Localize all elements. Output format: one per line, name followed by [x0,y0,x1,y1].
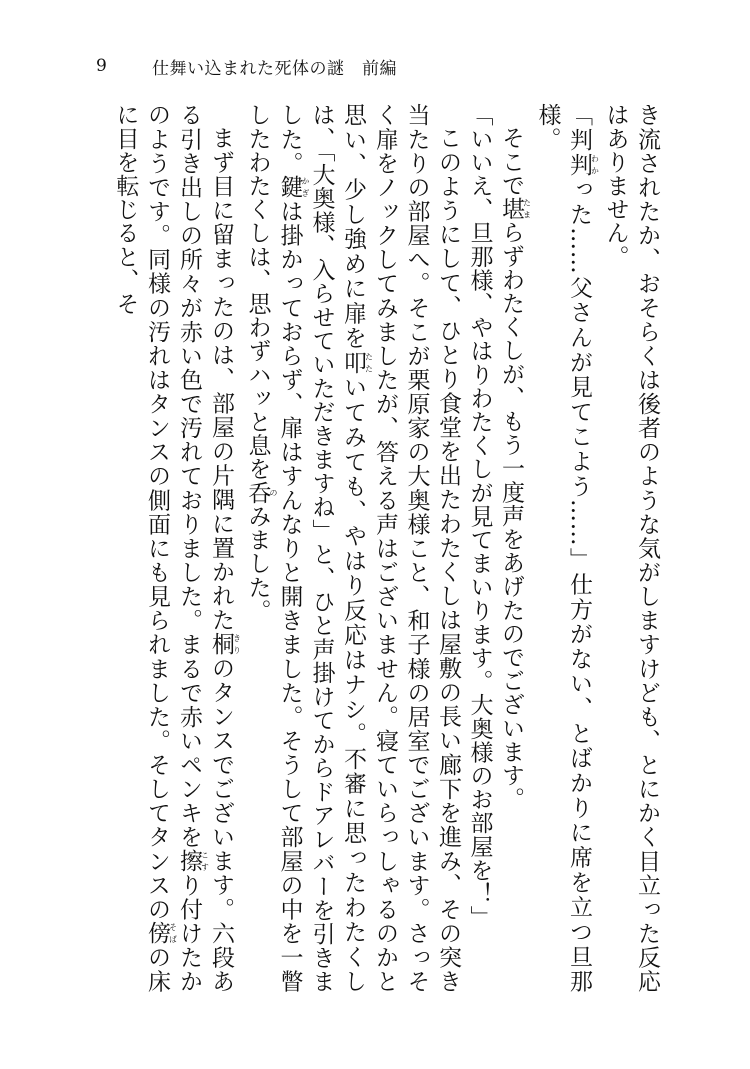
paragraph-6-text-b: のタンスでございます。六段ある引き出しの所々が赤い色で汚れておりました。まるで赤いペンキを [176,103,234,993]
ruby-tataku [340,350,374,376]
ruby-soba-base: 傍 [144,921,170,946]
paragraph-3 [495,103,532,993]
ruby-kiri-reading: きり [232,632,242,656]
paragraph-5-text-c: は掛かっておらず、扉はすんなりと開きました。そうして部屋の中を一瞥したわたくしは、思わずハッと息を [244,103,303,993]
ruby-tamaru-base: 堪 [498,196,524,221]
paragraph-5 [241,103,463,993]
ruby-tamaru-reading: たま [522,196,532,221]
ruby-kiri-base: 桐 [208,632,234,657]
ruby-kagi-reading: かぎ [301,175,310,199]
paragraph-5-text-d: みました。 [244,504,271,623]
paragraph-1-text: き流されたか、おそらくは後者のような気がしますけども、とにかく目立った反応はありません。 [602,103,660,993]
paragraph-5-text-a: このようにして、ひとり食堂を出たわたくしは屋敷の長い廊下を進み、その突き当たりの部屋へ。そこが栗原家の大奥様こと、和子様の居室でございます。さっそく扉をノックしてみましたが、答える声はございません。寝ていらっしゃるのかと思い、少し強めに扉を [340,103,461,993]
paragraph-3-text-b: らずわたくしが、もう一度声をあげたのでございます。 [498,220,524,811]
paragraph-6-text-d: の床に目を転じると、そ [112,103,170,993]
ruby-kosuru [176,849,210,874]
paragraph-2-text: った……父さんが見てこよう……」仕方がない、とばかりに席を立つ旦那様。 [534,103,592,993]
running-title: 仕舞い込まれた死体の謎 前編 [152,58,397,79]
ruby-tataku-reading: たた [364,350,374,375]
ruby-soba [144,921,178,946]
ruby-nomu [244,480,278,505]
ruby-wakaru-base: 判 [566,152,592,178]
paragraph-6-text-a: まず目に留まったのは、部屋の片隅に置かれた [208,126,234,633]
ruby-kosuru-base: 擦 [176,849,202,874]
paragraph-1 [599,103,662,993]
ruby-tamaru [498,196,532,221]
page-header [96,52,397,80]
ruby-kagi-base: 鍵 [276,175,303,200]
paragraph-4-text: 「いいえ、旦那様、やはりわたくしが見てまいります。大奥様のお部屋を！」 [466,103,493,929]
page-number: 9 [96,56,108,76]
paragraph-2 [531,103,599,993]
ruby-soba-reading: そば [168,921,178,945]
paragraph-6 [109,103,241,993]
ruby-kosuru-reading: こす [200,849,210,873]
quote-open-text: 「判 [566,103,592,153]
ruby-kiri [208,632,242,657]
paragraph-6-text-c: り付けたかのようです。同様の汚れはタンスの側面にも見られました。そしてタンスの [144,103,202,993]
ruby-kagi [276,175,310,200]
vertical-text-body [84,103,662,993]
ruby-wakaru [566,152,600,178]
paragraph-4 [463,103,495,993]
ruby-tataku-base: 叩 [340,350,366,376]
ruby-nomu-base: 呑 [244,480,271,505]
ruby-nomu-reading: の [269,480,278,505]
ruby-wakaru-reading: わか [590,152,600,177]
paragraph-3-text-a: そこで [498,126,524,197]
paragraph-5-text-b: いてみても、やはり反応はナシ。不審に思ったわたくしは、「大奥様、入らせていただきますね」と、ひと声掛けてからドアレバーを引きました。 [276,103,366,993]
